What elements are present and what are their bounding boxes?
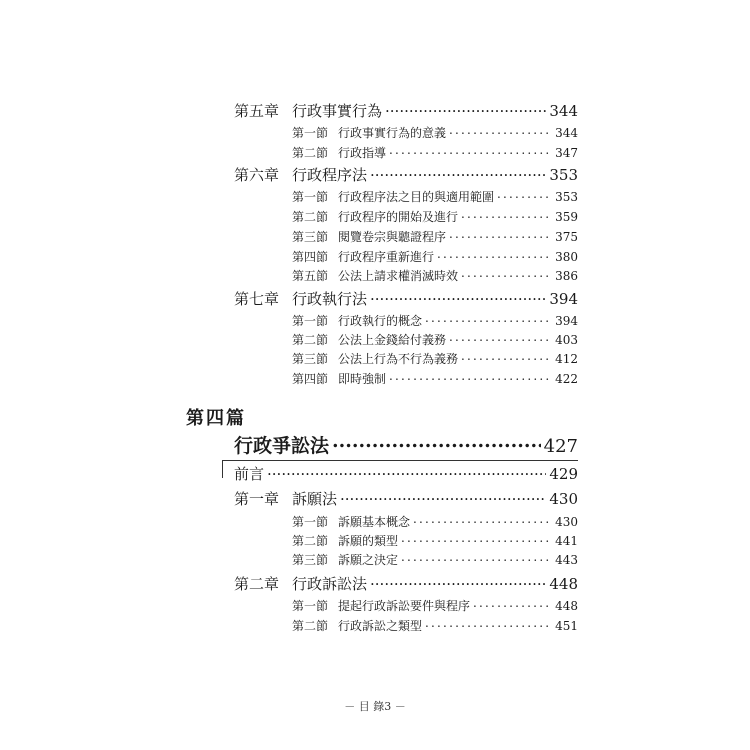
section-number: 第一節 <box>292 126 329 140</box>
page-number: 394 <box>549 290 578 308</box>
page-number: 344 <box>549 102 578 120</box>
page-number: 344 <box>555 126 578 140</box>
toc-section-row[interactable] <box>292 597 578 614</box>
dot-leader <box>340 489 546 504</box>
part-title: 行政爭訟法 <box>234 435 330 457</box>
chapter-number: 第五章 <box>234 102 280 120</box>
chapter-number: 第二章 <box>234 575 280 593</box>
section-title: 訴願之決定 <box>338 553 399 567</box>
toc-section-row[interactable] <box>292 331 578 348</box>
chapter-number: 第一章 <box>234 490 280 508</box>
page-number: 347 <box>555 146 578 160</box>
section-title: 公法上金錢給付義務 <box>338 333 447 347</box>
section-number: 第三節 <box>292 230 329 244</box>
dot-leader <box>449 125 552 137</box>
section-number: 第一節 <box>292 599 329 613</box>
dot-leader <box>449 332 552 344</box>
toc-section-row[interactable] <box>292 551 578 568</box>
chapter-title: 行政訴訟法 <box>292 575 368 593</box>
toc-section-row[interactable] <box>292 370 578 387</box>
dot-leader <box>401 533 552 545</box>
dot-leader <box>425 313 552 325</box>
page-number: 422 <box>555 372 578 386</box>
page-number: 375 <box>555 230 578 244</box>
page-number: 451 <box>555 619 578 633</box>
chapter-title: 行政執行法 <box>292 290 368 308</box>
chapter-title: 前言 <box>234 465 265 483</box>
section-title: 行政訴訟之類型 <box>338 619 423 633</box>
chapter-number: 第七章 <box>234 290 280 308</box>
dot-leader <box>473 598 552 610</box>
chapter-number: 第六章 <box>234 166 280 184</box>
dot-leader <box>389 145 552 157</box>
page-footer: － 目 錄3 － <box>344 700 406 713</box>
section-title: 閱覽卷宗與聽證程序 <box>338 230 447 244</box>
part-label: 第四篇 <box>186 408 246 429</box>
page-number: 430 <box>555 515 578 529</box>
toc-section-row[interactable] <box>292 350 578 367</box>
section-title: 公法上請求權消滅時效 <box>338 269 459 283</box>
toc-chapter-row[interactable] <box>234 463 578 484</box>
divider <box>222 460 578 461</box>
section-number: 第三節 <box>292 553 329 567</box>
section-number: 第四節 <box>292 250 329 264</box>
page-number: 403 <box>555 333 578 347</box>
section-title: 行政程序重新進行 <box>338 250 435 264</box>
toc-section-row[interactable] <box>292 124 578 141</box>
part-title-row[interactable] <box>234 431 578 458</box>
section-number: 第三節 <box>292 352 329 366</box>
dot-leader <box>461 209 552 221</box>
toc-chapter-row[interactable] <box>234 100 578 121</box>
toc-chapter-row[interactable] <box>234 488 578 509</box>
toc-section-row[interactable] <box>292 144 578 161</box>
section-title: 行政程序的開始及進行 <box>338 210 459 224</box>
dot-leader <box>461 268 552 280</box>
page-number: 359 <box>555 210 578 224</box>
page-number: 430 <box>549 490 578 508</box>
page-number: 441 <box>555 534 578 548</box>
section-number: 第二節 <box>292 333 329 347</box>
toc-section-row[interactable] <box>292 532 578 549</box>
section-number: 第二節 <box>292 534 329 548</box>
section-number: 第一節 <box>292 515 329 529</box>
page-number: 443 <box>555 553 578 567</box>
dot-leader <box>413 514 552 526</box>
toc-section-row[interactable] <box>292 312 578 329</box>
page-number: 386 <box>555 269 578 283</box>
section-number: 第五節 <box>292 269 329 283</box>
dot-leader <box>461 351 552 363</box>
section-number: 第二節 <box>292 146 329 160</box>
section-title: 行政程序法之目的與適用範圍 <box>338 190 495 204</box>
page-number: 429 <box>549 465 578 483</box>
page-number: 394 <box>555 314 578 328</box>
dot-leader <box>385 101 546 116</box>
toc-chapter-row[interactable] <box>234 164 578 185</box>
toc-chapter-row[interactable] <box>234 573 578 594</box>
toc-section-row[interactable] <box>292 513 578 530</box>
dot-leader <box>389 371 552 383</box>
dot-leader <box>437 249 552 261</box>
section-number: 第二節 <box>292 210 329 224</box>
section-title: 訴願基本概念 <box>338 515 411 529</box>
dot-leader <box>370 165 546 180</box>
toc-section-row[interactable] <box>292 228 578 245</box>
section-title: 行政執行的概念 <box>338 314 423 328</box>
section-number: 第一節 <box>292 314 329 328</box>
toc-section-row[interactable] <box>292 617 578 634</box>
toc-chapter-row[interactable] <box>234 288 578 309</box>
toc-section-row[interactable] <box>292 248 578 265</box>
dot-leader <box>332 433 541 452</box>
page-number: 353 <box>549 166 578 184</box>
section-title: 公法上行為不行為義務 <box>338 352 459 366</box>
dot-leader <box>401 552 552 564</box>
toc-section-row[interactable] <box>292 188 578 205</box>
dot-leader <box>497 189 552 201</box>
page-number: 412 <box>555 352 578 366</box>
page-number: 427 <box>543 436 578 457</box>
section-title: 行政指導 <box>338 146 387 160</box>
page-number: 448 <box>549 575 578 593</box>
section-number: 第四節 <box>292 372 329 386</box>
chapter-title: 行政程序法 <box>292 166 368 184</box>
chapter-title: 訴願法 <box>292 490 338 508</box>
section-title: 訴願的類型 <box>338 534 399 548</box>
section-title: 即時強制 <box>338 372 387 386</box>
page-number: 448 <box>555 599 578 613</box>
chapter-title: 行政事實行為 <box>292 102 383 120</box>
toc-section-row[interactable] <box>292 267 578 284</box>
dot-leader <box>370 289 546 304</box>
dot-leader <box>449 229 552 241</box>
dot-leader <box>370 574 546 589</box>
section-number: 第一節 <box>292 190 329 204</box>
section-title: 提起行政訴訟要件與程序 <box>338 599 471 613</box>
page-number: 380 <box>555 250 578 264</box>
dot-leader <box>425 618 552 630</box>
section-number: 第二節 <box>292 619 329 633</box>
toc-section-row[interactable] <box>292 208 578 225</box>
dot-leader <box>267 464 546 479</box>
page-number: 353 <box>555 190 578 204</box>
divider <box>222 460 223 478</box>
section-title: 行政事實行為的意義 <box>338 126 447 140</box>
